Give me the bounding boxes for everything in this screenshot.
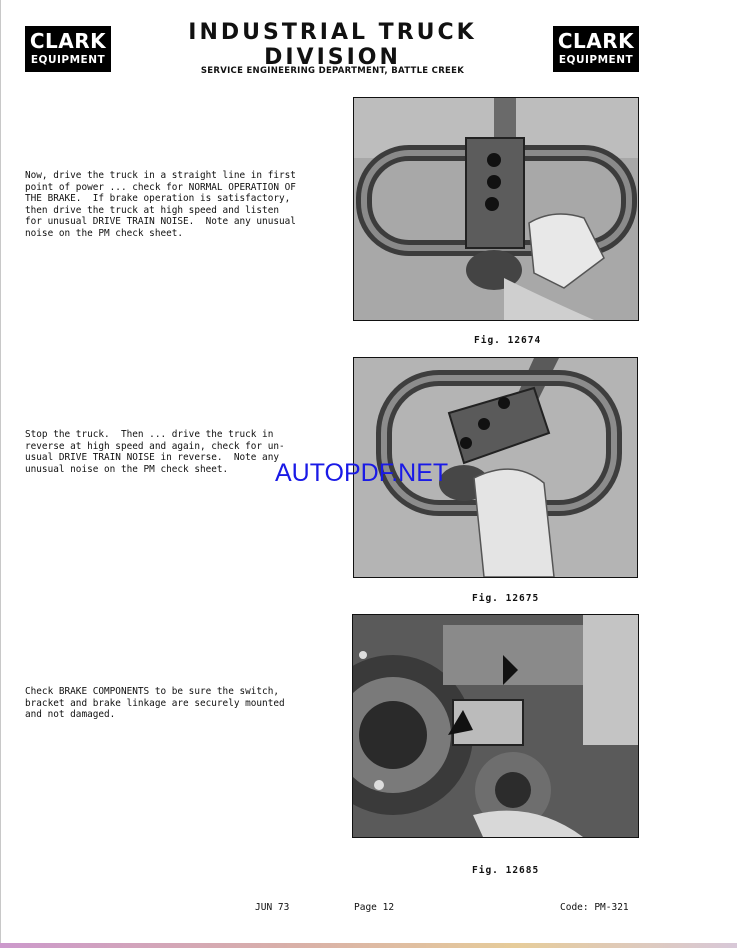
clark-logo-right (553, 26, 639, 72)
page-edge (0, 0, 1, 948)
instruction-paragraph-2: Stop the truck. Then ... drive the truck in reverse at high speed and again, check for un- usual DRIVE TRAIN NOISE in reverse. Note any unusual noise on the PM check sheet. (25, 429, 285, 475)
instruction-paragraph-3: Check BRAKE COMPONENTS to be sure the switch, bracket and brake linkage are securely mounted and not damaged. (25, 686, 285, 721)
logo-right-bottom: EQUIPMENT (558, 54, 634, 66)
figure-caption-3: Fig. 12685 (472, 865, 540, 876)
department-subtitle: SERVICE ENGINEERING DEPARTMENT, BATTLE CREEK (200, 66, 465, 76)
page-title: INDUSTRIAL TRUCK DIVISION (188, 20, 477, 70)
footer-date: JUN 73 (255, 902, 290, 913)
photo-brake-components (352, 614, 639, 838)
autopdf-watermark: AUTOPDF.NET (275, 459, 449, 487)
footer-code: Code: PM-321 (560, 902, 629, 913)
footer-page-number: Page 12 (354, 902, 395, 913)
logo-right-top: CLARK (557, 29, 635, 53)
clark-logo-left (25, 26, 111, 72)
figure-caption-1: Fig. 12674 (474, 335, 542, 346)
instruction-paragraph-1: Now, drive the truck in a straight line in first point of power ... check for NORMAL OPERATION OF THE BRAKE. If brake operation is satisfactory, then drive the truck at high speed and listen for unusual DRIVE TRAIN NOISE. Note any unusual noise on the PM check sheet. (25, 170, 296, 239)
page-bottom-strip (0, 943, 737, 948)
logo-left-top: CLARK (29, 29, 107, 53)
photo-steering-handle-top (353, 97, 639, 321)
figure-caption-2: Fig. 12675 (472, 593, 540, 604)
logo-left-bottom: EQUIPMENT (30, 54, 106, 66)
